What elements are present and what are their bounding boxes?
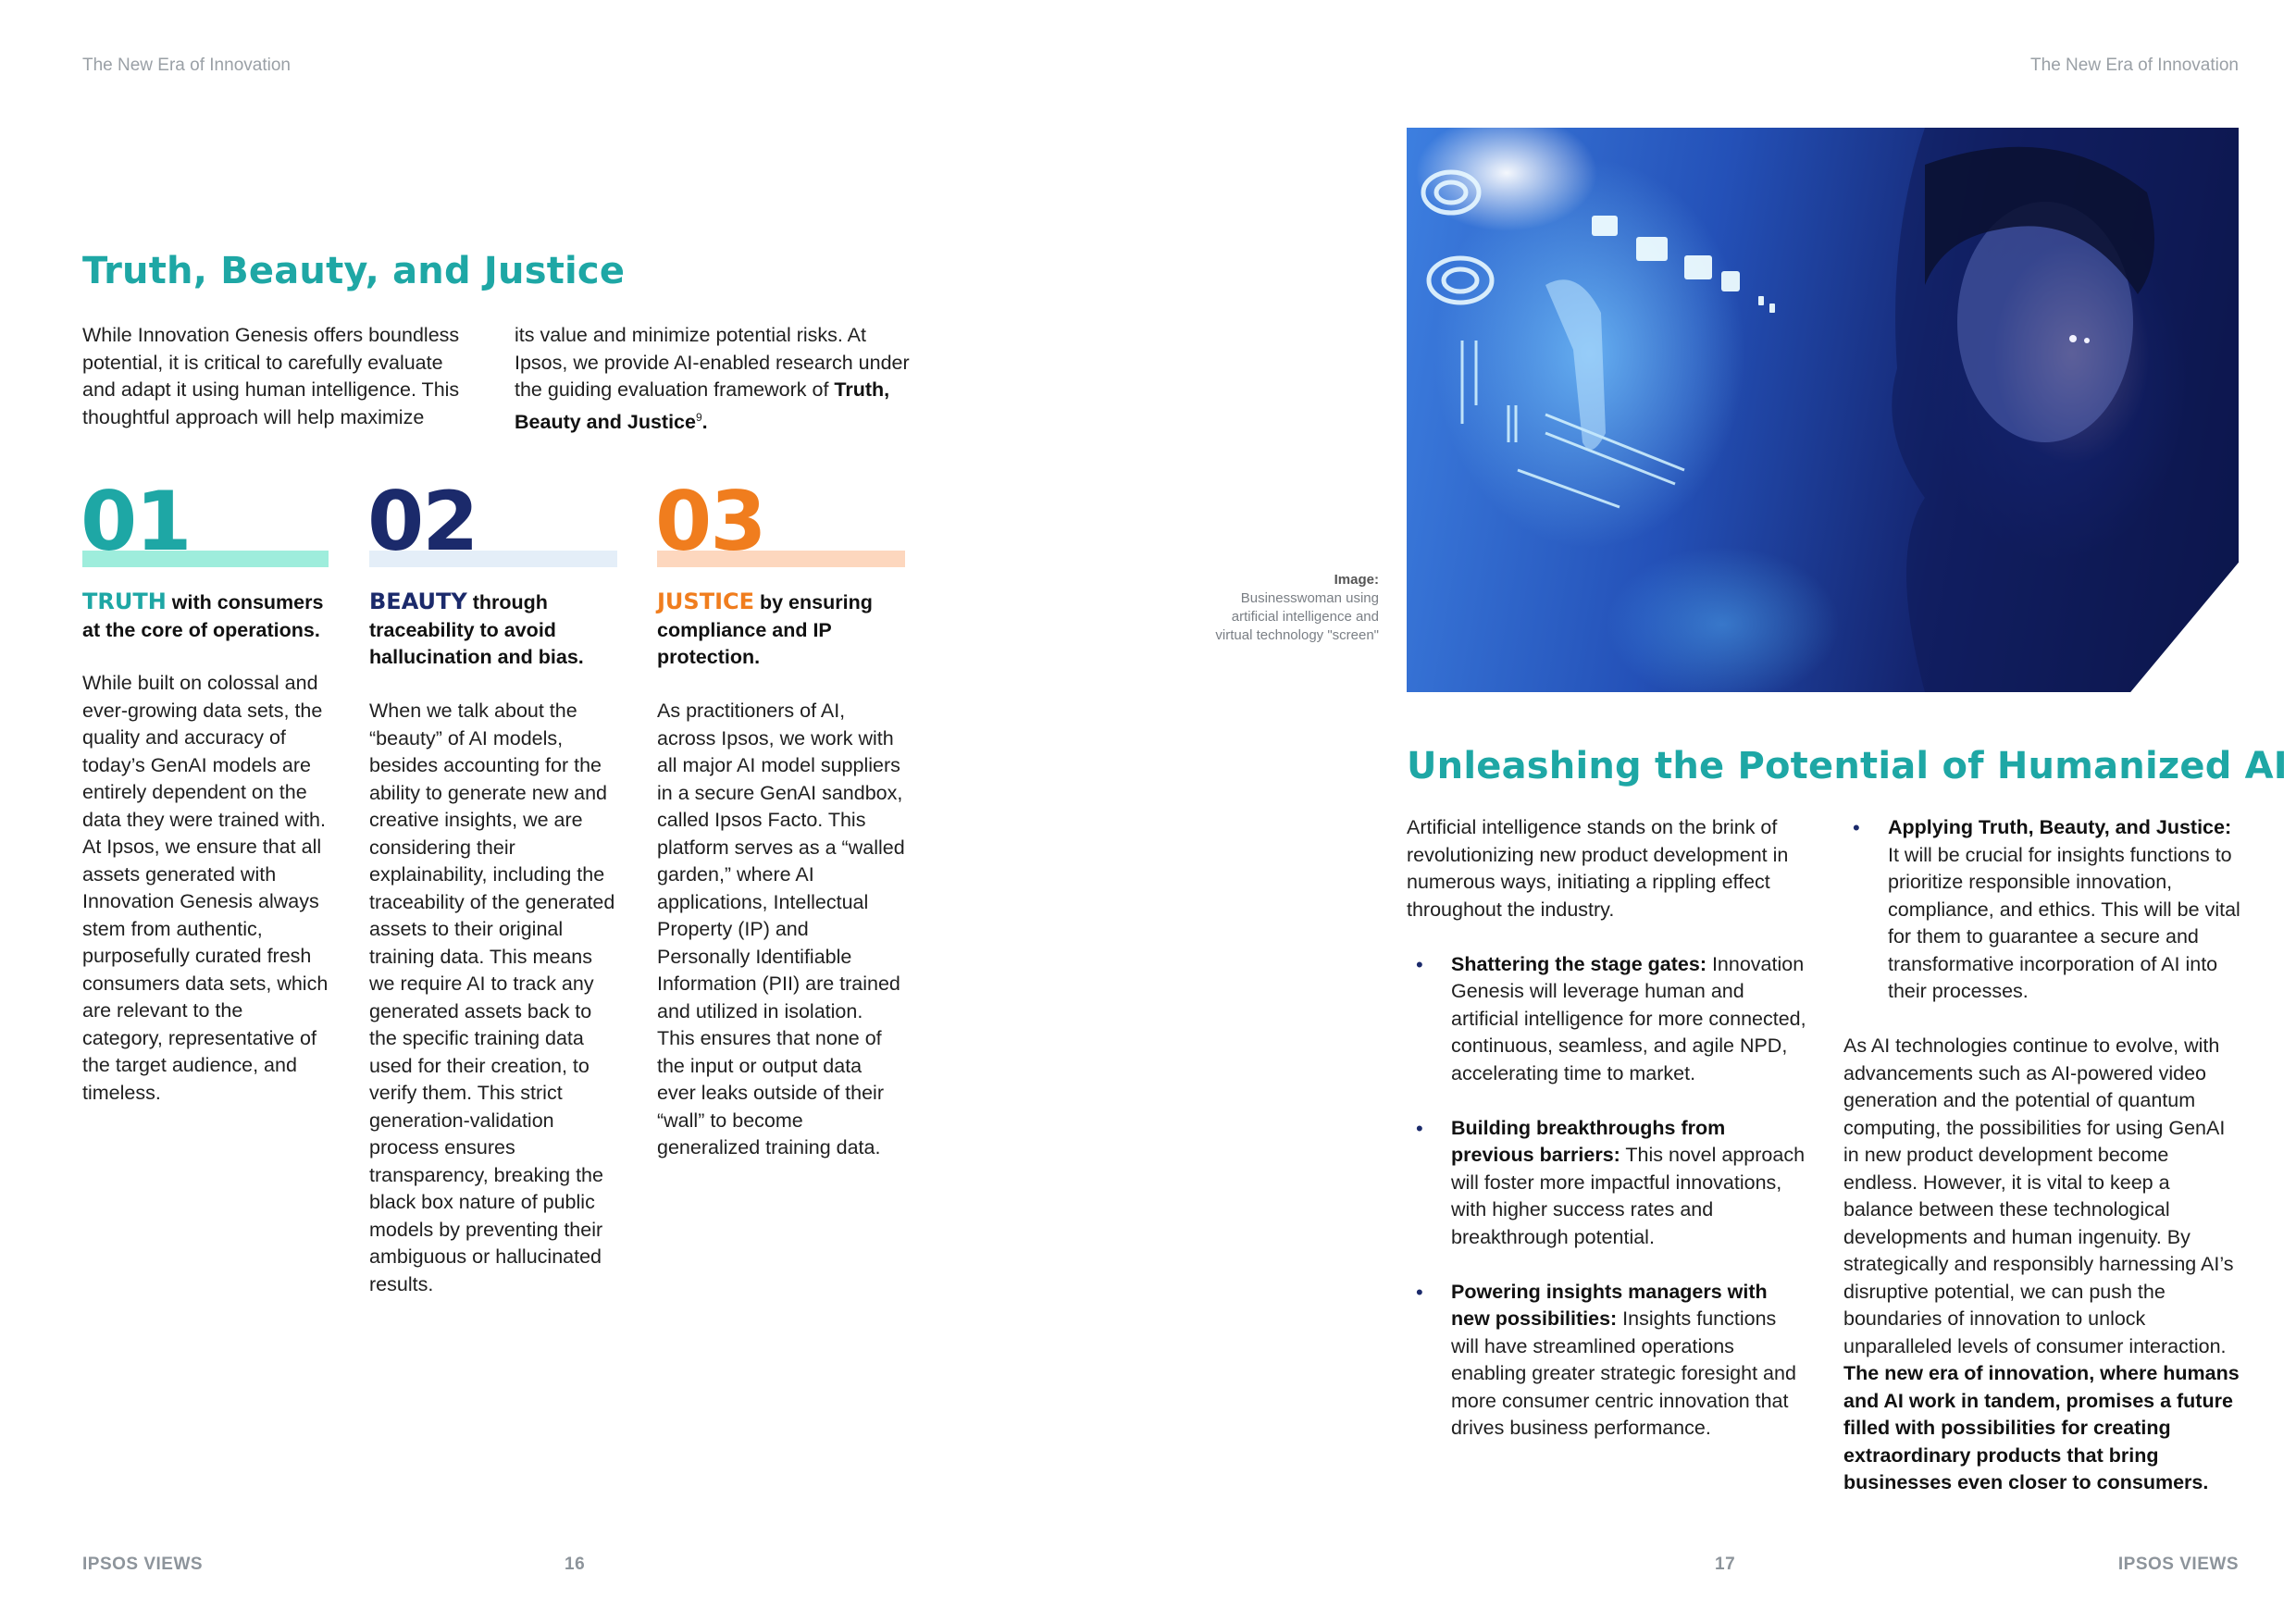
intro-column-2: [515, 322, 912, 436]
footer-brand-left: IPSOS VIEWS: [82, 1555, 204, 1574]
image-caption: [1194, 571, 1379, 645]
closing-paragraph: [1843, 1033, 2241, 1497]
pillar-keyword: TRUTH: [82, 588, 167, 614]
footer-brand-right: IPSOS VIEWS: [2117, 1555, 2239, 1574]
page-title-right: Unleashing the Potential of Humanized AI: [1407, 745, 2288, 787]
pillar-body: While built on colossal and ever-growing data sets, the quality and accuracy of today’s GenAI models are entirely dependent on the data they were trained with. At Ipsos, we ensure that all assets generated with Innovation Genesis always stem from authentic, purposefully curated fresh consumers data sets, which are relevant to the category, representative of the target audience, and timeless.: [82, 672, 329, 1104]
pillar-number: 02: [367, 474, 478, 569]
list-item-title: Building breakthroughs from previous barriers:: [1451, 1116, 1726, 1166]
intro-column-2-text: its value and minimize potential risks. At Ipsos, we provide AI-enabled research under the guiding evaluation framework of: [515, 324, 910, 401]
pillar-body: As practitioners of AI, across Ipsos, we work with all major AI model suppliers in a secure GenAI sandbox, called Ipsos Facto. This platform serves as a “walled garden,” where AI applications, Intellectual Property (IP) and Personally Identifiable Information (PII) are trained and utilized in isolation. This ensures that none of the input or output data ever leaks outside of their “wall” to become generalized training data.: [657, 700, 905, 1158]
framework-name: Truth, Beauty and Justice: [515, 378, 890, 433]
list-item-title: Powering insights managers with new possibilities:: [1451, 1280, 1768, 1330]
running-head-right: The New Era of Innovation: [2030, 56, 2239, 75]
page-number-right: 17: [1715, 1555, 1736, 1574]
hero-photo: [1407, 128, 2239, 692]
intro-column-1: While Innovation Genesis offers boundless potential, it is critical to carefully evaluate and adapt it using human intelligence. This thoughtful approach will help maximize: [82, 324, 460, 428]
list-item: [1407, 1279, 1809, 1443]
pillar-keyword: BEAUTY: [369, 588, 467, 614]
page-title-left: Truth, Beauty, and Justice: [82, 250, 626, 292]
closing-emphasis: The new era of innovation, where humans and AI work in tandem, promises a future filled with possibilities for creating extraordinary products that bring businesses even closer to consumers.: [1843, 1362, 2240, 1493]
pillar-subhead: [82, 588, 329, 644]
footnote-ref: 9: [695, 410, 702, 424]
benefit-list-continued: [1843, 814, 2241, 1006]
list-item-text: It will be crucial for insights functions to prioritize responsible innovation, compliance, and ethics. This will be vital for them to guarantee a secure and transformative incorporation of AI into their processes.: [1888, 843, 2240, 1002]
pillar-subhead-text: by ensuring compliance and IP protection.: [657, 591, 873, 668]
closing-text: As AI technologies continue to evolve, with advancements such as AI-powered video generation and the potential of quantum computing, the possibilities for using GenAI in new product development become endless. However, it is vital to keep a balance between these technological developments and human ingenuity. By strategically and responsibly harnessing AI’s disruptive potential, we can push the boundaries of innovation to unlock unparalleled levels of consumer interaction.: [1843, 1035, 2234, 1357]
list-item-text: Insights functions will have streamlined operations enabling greater strategic foresight and more consumer centric innovation that drives business performance.: [1451, 1307, 1796, 1439]
list-item-title: Applying Truth, Beauty, and Justice:: [1888, 816, 2232, 838]
pillar-number: 03: [655, 474, 765, 569]
pillar-number: 01: [81, 474, 191, 569]
pillar-body: When we talk about the “beauty” of AI models, besides accounting for the ability to generate new and creative insights, we are considering their explainability, including the traceability of the generated assets to their original training data. This means we require AI to track any generated assets back to the specific training data used for their creation, to verify them. This strict generation-validation process ensures transparency, breaking the black box nature of public models by preventing their ambiguous or hallucinated results.: [369, 700, 615, 1295]
right-intro: Artificial intelligence stands on the brink of revolutionizing new product development in numerous ways, initiating a rippling effect throughout the industry.: [1407, 816, 1789, 921]
image-caption-text: Businesswoman using artificial intelligence and virtual technology "screen": [1215, 590, 1379, 643]
list-item-text: This novel approach will foster more impactful innovations, with higher success rates and breakthrough potential.: [1451, 1144, 1806, 1248]
page-number-left: 16: [565, 1555, 586, 1574]
pillar-subhead: [657, 588, 888, 672]
right-column-1: [1407, 814, 1809, 1469]
pillar-subhead-text: with consumers at the core of operations.: [82, 591, 324, 641]
list-item: [1843, 814, 2241, 1006]
pillar-subhead: [369, 588, 591, 672]
pillar-subhead-text: through traceability to avoid hallucination and bias.: [369, 591, 584, 668]
image-caption-label: Image:: [1334, 572, 1379, 588]
pillar-keyword: JUSTICE: [657, 588, 755, 614]
list-item: [1407, 951, 1809, 1088]
right-column-2: [1843, 814, 2241, 1497]
intro-end: .: [701, 410, 708, 433]
list-item-text: Innovation Genesis will leverage human and artificial intelligence for more connected, continuous, seamless, and agile NPD, accelerating time to market.: [1451, 952, 1806, 1084]
list-item: [1407, 1115, 1809, 1252]
benefit-list: [1407, 951, 1809, 1443]
hologram-illustration: [1407, 128, 2239, 692]
list-item-title: Shattering the stage gates:: [1451, 952, 1706, 975]
running-head-left: The New Era of Innovation: [82, 56, 291, 75]
